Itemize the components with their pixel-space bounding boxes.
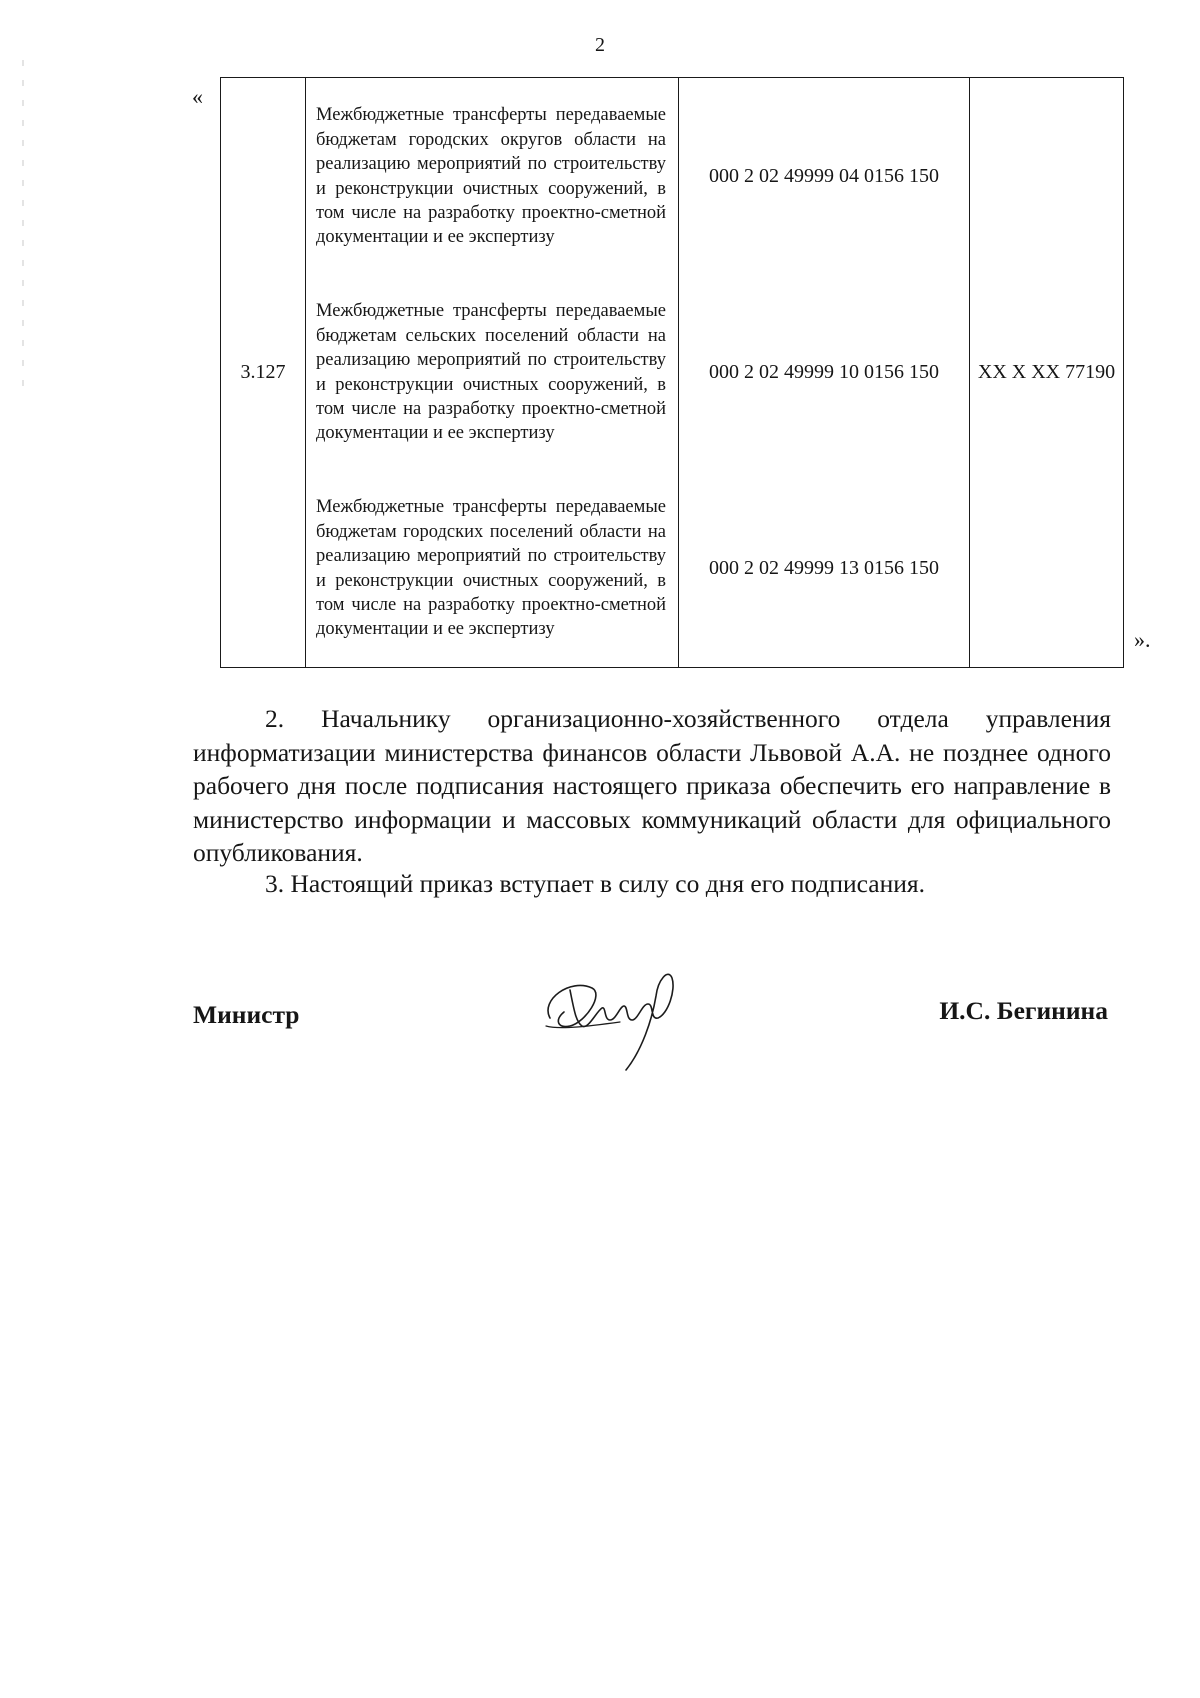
kod-cell — [970, 78, 1124, 668]
page-number: 2 — [595, 34, 605, 56]
opening-quote: « — [192, 84, 203, 109]
description-text: Межбюджетные трансферты передаваемые бюджетам городских поселений области на реализацию мероприятий по строительству и реконструкции очистных сооружений, в том числе на разработку проектно-сметной документации и ее экспертизу — [316, 497, 666, 640]
code-entry — [679, 79, 969, 275]
row-number: 3.127 — [240, 361, 286, 383]
closing-quote: ». — [1134, 627, 1151, 652]
paragraph-2: 2. Начальнику организационно-хозяйственного отдела управления информатизации министерства финансов области Львовой А.А. не позднее одного рабочего дня после подписания настоящего приказа обеспечить его направление в министерство информации и массовых коммуникаций области для официального опубликования. — [193, 704, 1111, 867]
code-text: 000 2 02 49999 04 0156 150 — [709, 165, 939, 187]
description-entry — [316, 471, 666, 667]
description-text: Межбюджетные трансферты передаваемые бюджетам сельских поселений области на реализацию мероприятий по строительству и реконструкции очистных сооружений, в том числе на разработку проектно-сметной документации и ее экспертизу — [316, 301, 666, 444]
code-entry — [679, 471, 969, 667]
description-text: Межбюджетные трансферты передаваемые бюджетам городских округов области на реализацию мероприятий по строительству и реконструкции очистных сооружений, в том числе на разработку проектно-сметной документации и ее экспертизу — [316, 105, 666, 248]
code-entry — [679, 275, 969, 471]
kod-text: XX X XX 77190 — [977, 361, 1116, 383]
scan-margin-marks — [20, 60, 26, 390]
code-text: 000 2 02 49999 13 0156 150 — [709, 557, 939, 579]
paragraph-3: 3. Настоящий приказ вступает в силу со дня его подписания. — [265, 869, 925, 898]
signatory-name: И.С. Бегинина — [939, 996, 1108, 1025]
budget-classification-table — [220, 77, 1124, 668]
description-entry — [316, 79, 666, 275]
code-cell — [679, 78, 970, 668]
handwritten-signature — [530, 960, 700, 1080]
row-number-cell — [221, 78, 306, 668]
description-cell — [306, 78, 679, 668]
code-text: 000 2 02 49999 10 0156 150 — [709, 361, 939, 383]
signatory-title: Министр — [193, 1000, 300, 1029]
description-entry — [316, 275, 666, 471]
